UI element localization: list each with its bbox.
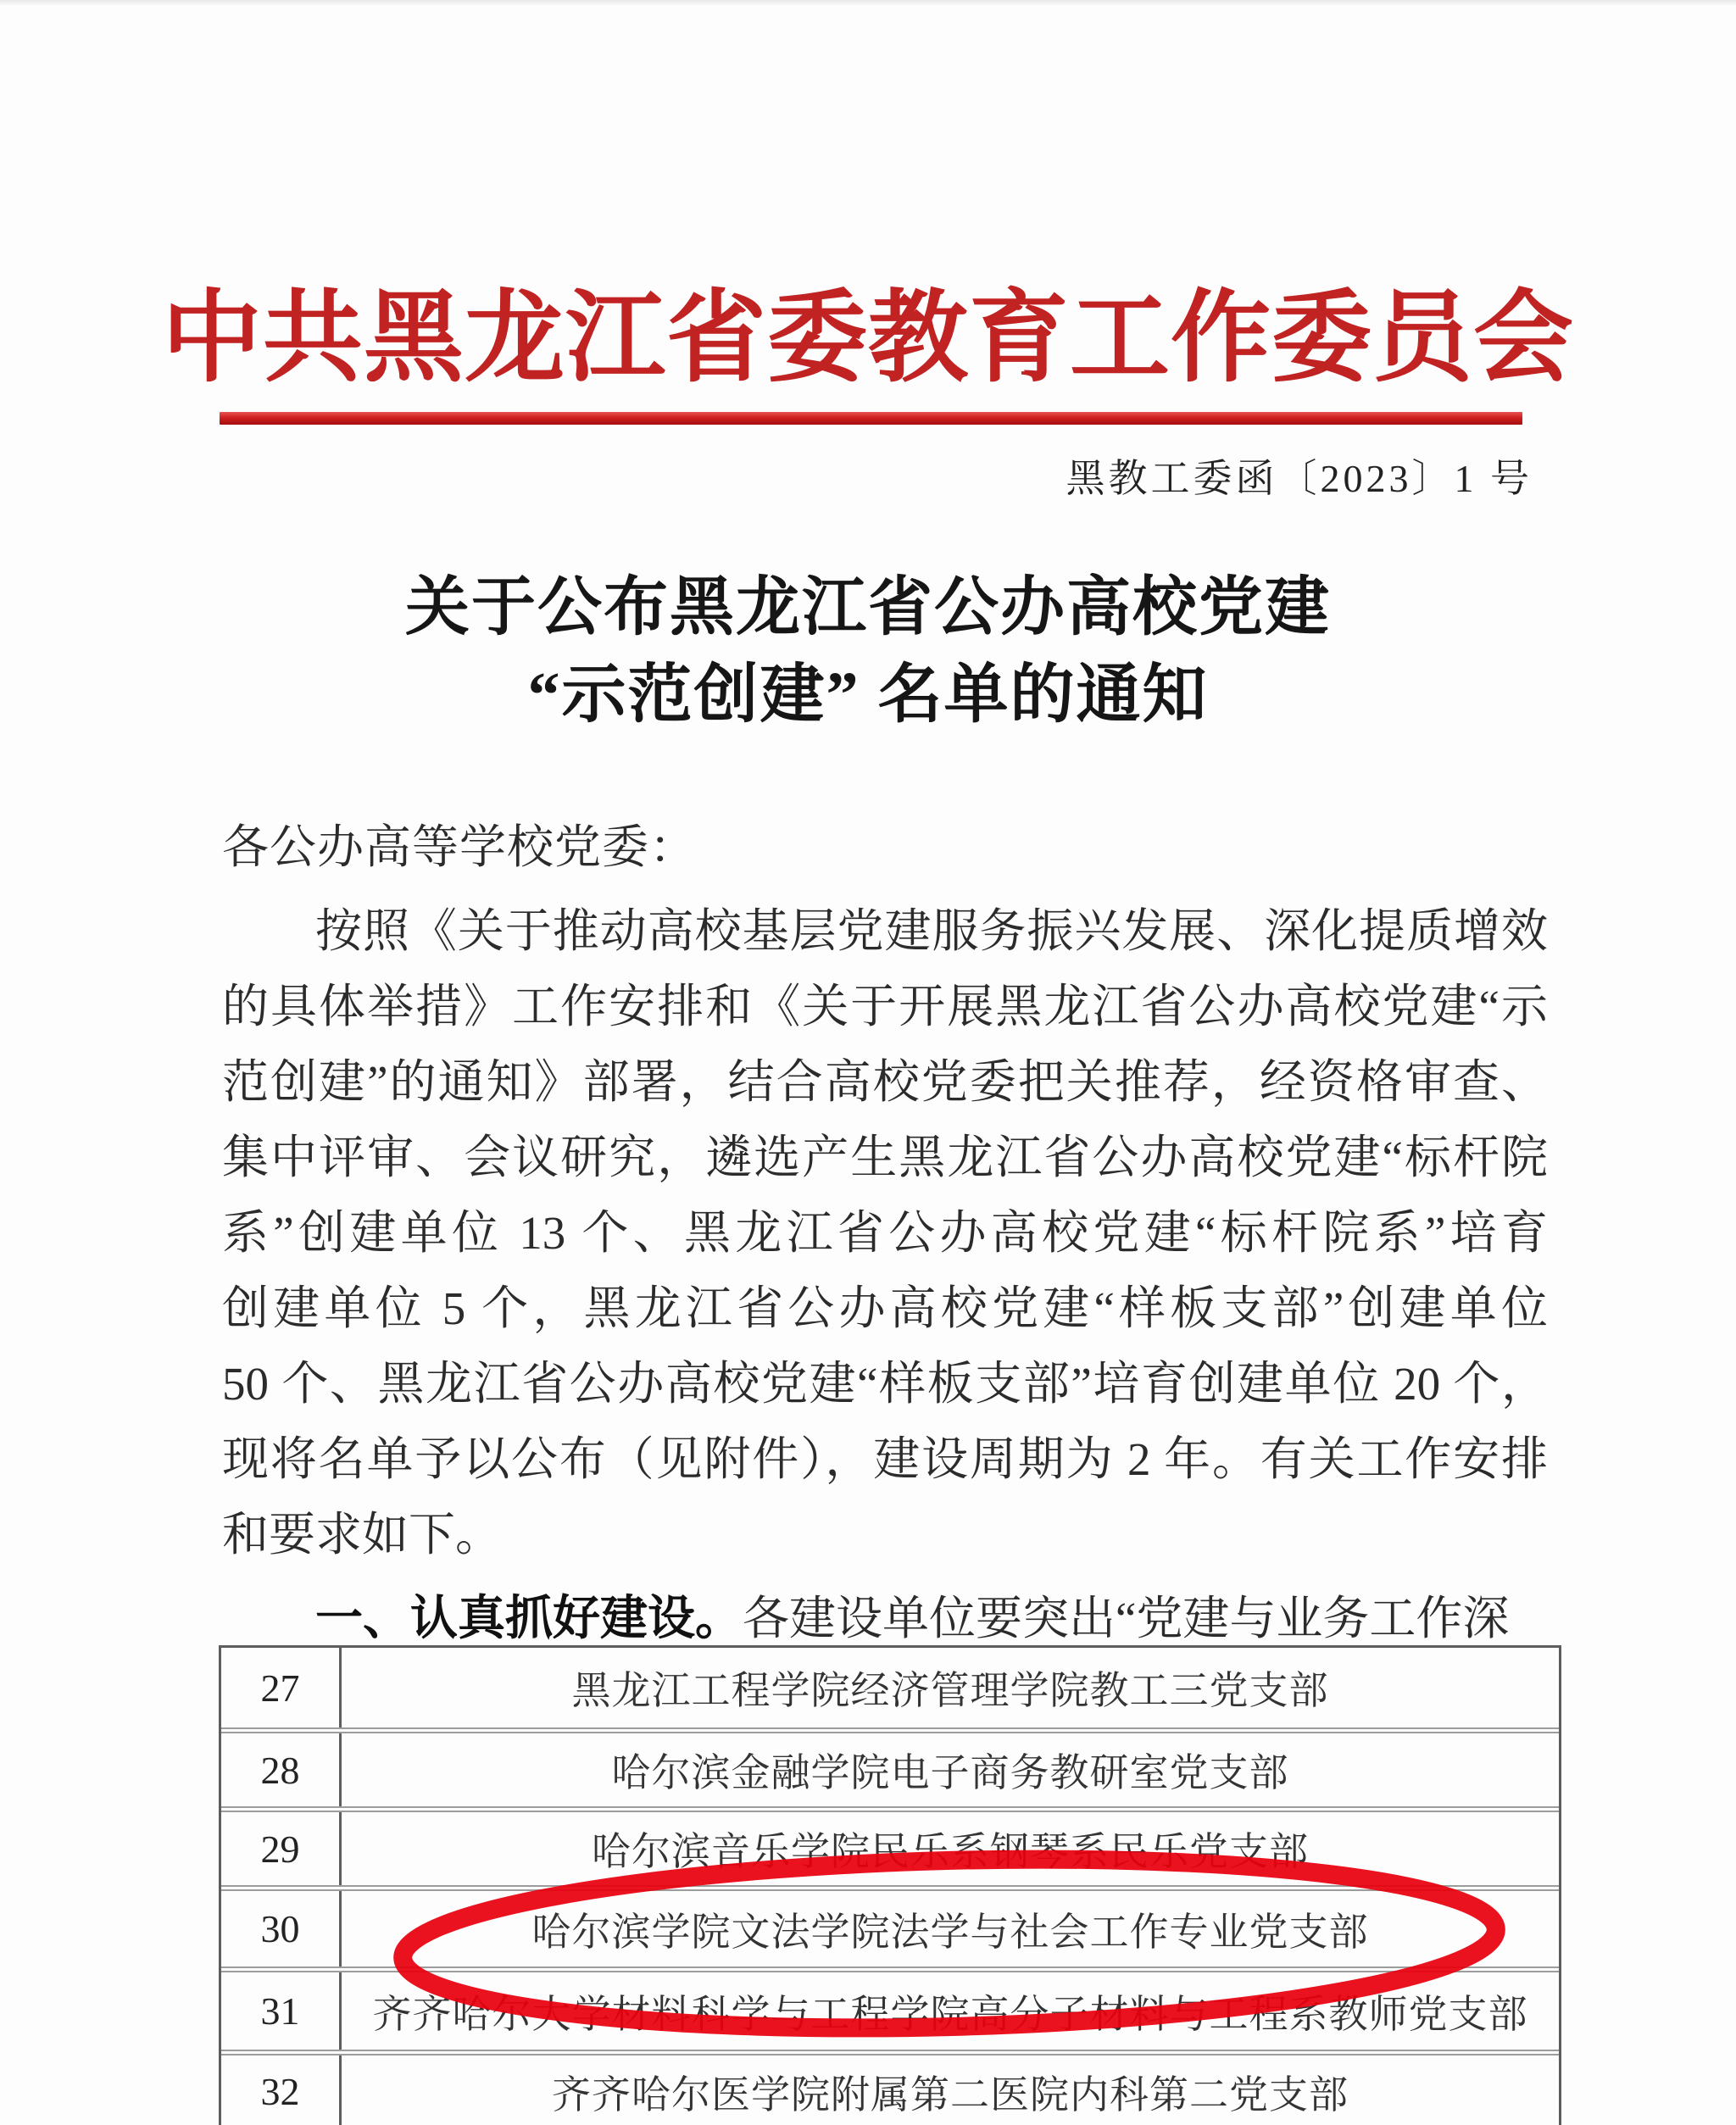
section-heading-emphasis: 一、认真抓好建设。	[315, 1591, 743, 1644]
branch-name-cell: 黑龙江工程学院经济管理学院教工三党支部	[571, 1669, 1329, 1712]
row-number-cell: 30	[221, 1891, 342, 1966]
body-line: 系”创建单位 13 个、黑龙江省公办高校党建“标杆院系”培育	[222, 1207, 1548, 1259]
party-branch-list-table	[219, 1645, 1561, 2125]
table-row	[221, 1727, 1559, 1806]
row-number-cell: 31	[221, 1972, 342, 2050]
document-title	[0, 565, 1736, 739]
table-row	[221, 1966, 1559, 2050]
document-title-line-2: “示范创建” 名单的通知	[527, 659, 1209, 731]
table-row	[221, 1648, 1559, 1727]
table-row-highlighted	[221, 1885, 1559, 1966]
body-line: 现将名单予以公布（见附件），建设周期为 2 年。有关工作安排	[222, 1433, 1548, 1485]
body-line: 50 个、黑龙江省公办高校党建“样板支部”培育创建单位 20 个，	[222, 1358, 1548, 1410]
row-number-cell: 29	[221, 1812, 342, 1885]
table-row	[221, 2050, 1559, 2125]
branch-name-cell: 哈尔滨学院文法学院法学与社会工作专业党支部	[531, 1910, 1369, 1954]
body-line: 的具体举措》工作安排和《关于开展黑龙江省公办高校党建“示	[222, 981, 1548, 1032]
row-number-cell: 27	[221, 1648, 342, 1727]
issuing-authority-title: 中共黑龙江省委教育工作委员会	[161, 283, 1574, 394]
branch-name-cell: 哈尔滨金融学院电子商务教研室党支部	[611, 1751, 1289, 1794]
table-row	[221, 1806, 1559, 1885]
body-line: 范创建”的通知》部署，结合高校党委把关推荐，经资格审查、	[222, 1056, 1548, 1108]
salutation: 各公办高等学校党委：	[222, 821, 698, 873]
body-line: 和要求如下。	[222, 1509, 503, 1560]
scan-edge-strip	[0, 0, 1736, 6]
red-header-rule	[220, 412, 1522, 425]
document-number: 黑教工委函〔2023〕1 号	[1066, 457, 1533, 500]
row-number-cell: 32	[221, 2055, 342, 2125]
branch-name-cell: 齐齐哈尔大学材料科学与工程学院高分子材料与工程系教师党支部	[372, 1992, 1528, 2036]
branch-name-cell: 哈尔滨音乐学院民乐系钢琴系民乐党支部	[592, 1830, 1309, 1873]
row-number-cell: 28	[221, 1733, 342, 1806]
section-heading-text: 各建设单位要突出“党建与业务工作深	[743, 1593, 1510, 1644]
branch-name-cell: 齐齐哈尔医学院附属第二医院内科第二党支部	[552, 2072, 1349, 2117]
body-line: 集中评审、会议研究，遴选产生黑龙江省公办高校党建“标杆院	[222, 1132, 1548, 1183]
body-line: 创建单位 5 个，黑龙江省公办高校党建“样板支部”创建单位	[222, 1282, 1548, 1334]
document-title-line-1: 关于公布黑龙江省公办高校党建	[405, 572, 1331, 643]
body-line: 按照《关于推动高校基层党建服务振兴发展、深化提质增效	[315, 905, 1548, 957]
document-body	[222, 815, 1548, 1657]
